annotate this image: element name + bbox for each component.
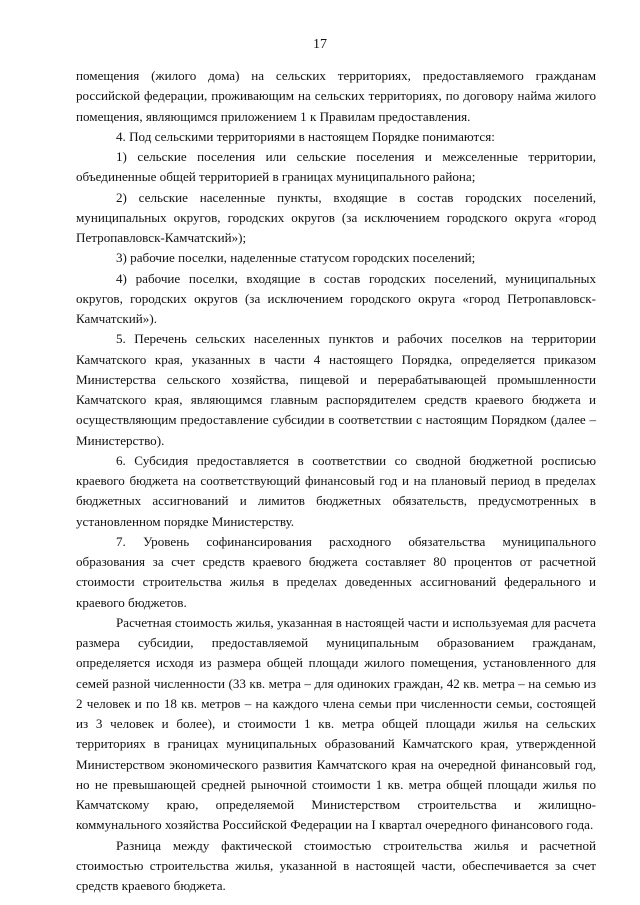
- document-body: [76, 66, 596, 896]
- paragraph-continuation: помещения (жилого дома) на сельских территориях, предоставляемого гражданам российской федерации, проживающим на сельских территориях, по договору найма жилого помещения, являющимся приложением 1 к Правилам предоставления.: [76, 68, 596, 124]
- page-number: 17: [313, 37, 327, 52]
- paragraph-item-7: 7. Уровень софинансирования расходного обязательства муниципального образования за счет средств краевого бюджета составляет 80 процентов от расчетной стоимости строительства жилья в пределах доведенных ассигнований федерального и краевого бюджетов.: [76, 533, 596, 610]
- paragraph-subitem-2: 2) сельские населенные пункты, входящие в состав городских поселений, муниципальных округов, городских округов (за исключением городского округа «город Петропавловск-Камчатский»);: [76, 189, 596, 245]
- paragraph-subitem-4: 4) рабочие поселки, входящие в состав городских поселений, муниципальных округов, городских округов (за исключением городского округа «город Петропавловск-Камчатский»).: [76, 270, 596, 326]
- paragraph-subitem-1: 1) сельские поселения или сельские поселения и межселенные территории, объединенные общей территорией в границах муниципального района;: [76, 149, 596, 185]
- paragraph-item-4: 4. Под сельскими территориями в настоящем Порядке понимаются:: [116, 128, 495, 144]
- paragraph-subitem-3: 3) рабочие поселки, наделенные статусом городских поселений;: [116, 250, 476, 266]
- paragraph-estimated-cost: Расчетная стоимость жилья, указанная в настоящей части и используемая для расчета размера субсидии, предоставляемой муниципальным образованием гражданам, определяется исходя из размера общей площади жилого помещения, установленного для семей разной численности (33 кв. метра – для одиноких граждан, 42 кв. метра – на семью из 2 человек и по 18 кв. метров – на каждого члена семьи при численности семьи, состоящей из 3 человек и более), и стоимости 1 кв. метра общей площади жилья на сельских территориях в границах муниципальных образований Камчатского края, утвержденной Министерством экономического развития Камчатского края на очередной финансовый год, но не превышающей средней рыночной стоимости 1 кв. метра общей площади жилья по Камчатскому краю, определяемой Министерством строительства и жилищно-коммунального хозяйства Российской Федерации на I квартал очередного финансового года.: [76, 614, 596, 833]
- paragraph-cost-difference: Разница между фактической стоимостью строительства жилья и расчетной стоимостью строительства жилья, указанной в настоящей части, обеспечивается за счет средств краевого бюджета.: [76, 837, 596, 893]
- paragraph-item-5: 5. Перечень сельских населенных пунктов и рабочих поселков на территории Камчатского края, указанных в части 4 настоящего Порядка, определяется приказом Министерства сельского хозяйства, пищевой и перерабатывающей промышленности Камчатского края, являющимся главным распорядителем средств краевого бюджета и осуществляющим предоставление субсидии в соответствии с настоящим Порядком (далее – Министерство).: [76, 331, 596, 448]
- paragraph-item-6: 6. Субсидия предоставляется в соответствии со сводной бюджетной росписью краевого бюджета на соответствующий финансовый год и на плановый период в пределах бюджетных ассигнований и лимитов бюджетных обязательств, предусмотренных в установленном порядке Министерству.: [76, 452, 596, 529]
